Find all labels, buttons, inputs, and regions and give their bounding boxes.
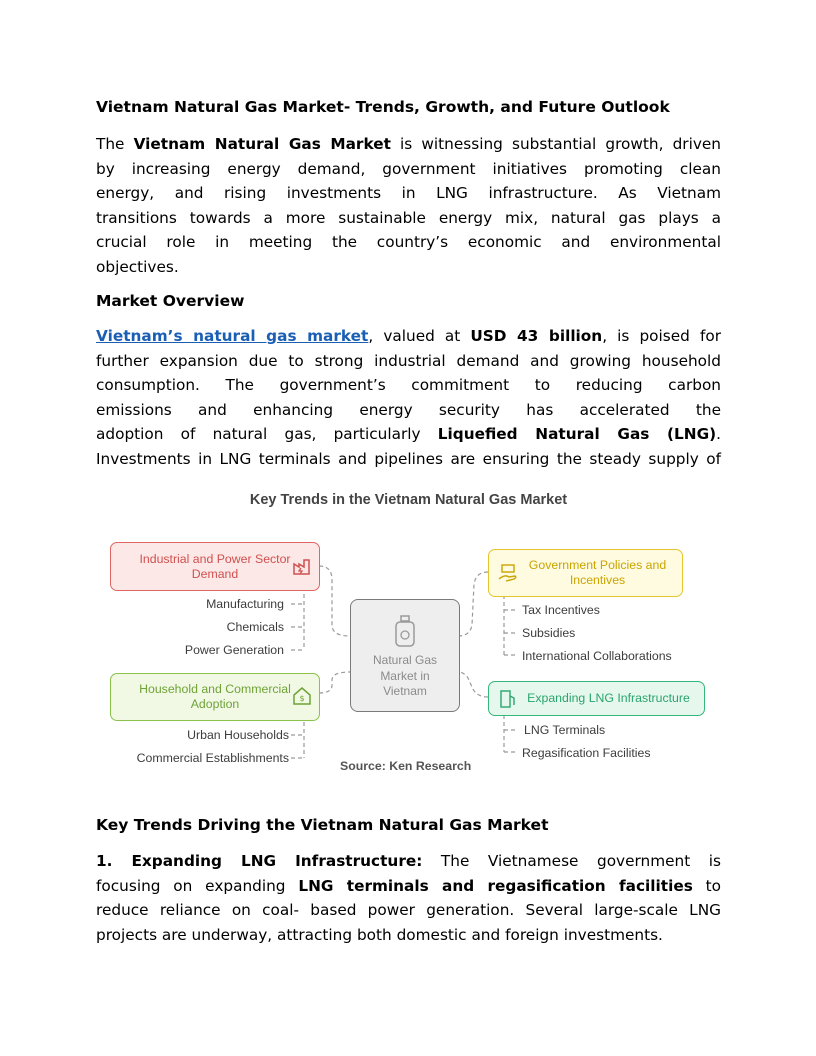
document-title: Vietnam Natural Gas Market- Trends, Growth, and Future Outlook bbox=[96, 98, 670, 116]
leaf-urban-households: Urban Households bbox=[187, 728, 289, 742]
figure-source: Source: Ken Research bbox=[340, 759, 472, 773]
home-money-icon bbox=[291, 685, 313, 707]
center-label: Natural Gas Market in Vietnam bbox=[372, 653, 438, 698]
svg-text:$: $ bbox=[299, 694, 305, 703]
leaf-power-generation: Power Generation bbox=[184, 643, 284, 657]
household-adoption-box: Household and Commercial Adoption $ bbox=[110, 673, 320, 721]
fuel-pump-icon bbox=[498, 688, 518, 710]
industrial-demand-box: Industrial and Power Sector Demand bbox=[110, 542, 320, 591]
key-trends-heading: Key Trends Driving the Vietnam Natural Gas Market bbox=[96, 816, 549, 834]
trend-1-paragraph: 1. Expanding LNG Infrastructure: The Vietnamese government is focusing on expanding LNG terminals and regasification facilities to reduce reliance on coal- based power generation. Several large-scale LNG projects are underway, attracting both domestic and foreign investments. bbox=[96, 852, 722, 944]
gas-cylinder-icon bbox=[392, 614, 418, 648]
factory-icon bbox=[291, 555, 313, 577]
leaf-commercial-establishments: Commercial Establishments bbox=[136, 751, 289, 765]
leaf-international-collaborations: International Collaborations bbox=[522, 649, 672, 663]
leaf-lng-terminals: LNG Terminals bbox=[524, 723, 606, 737]
leaf-subsidies: Subsidies bbox=[522, 626, 576, 640]
leaf-tax-incentives: Tax Incentives bbox=[522, 603, 600, 617]
market-overview-paragraph: Vietnam’s natural gas market, valued at USD 43 billion, is poised for further expansion due to strong industrial demand and growing household consumption. The government’s commitment to reducing carbon emissions and enhancing energy security has accelerated the adoption of natural gas, particularly Liquefied Natural Gas (LNG). Investments in LNG terminals and pipelines are ensuring the steady supply of bbox=[96, 327, 721, 468]
trends-diagram bbox=[96, 480, 721, 785]
market-overview-heading: Market Overview bbox=[96, 292, 245, 310]
leaf-regasification-facilities: Regasification Facilities bbox=[522, 746, 651, 760]
market-link[interactable]: Vietnam’s natural gas market bbox=[96, 327, 369, 345]
diagram-title: Key Trends in the Vietnam Natural Gas Market bbox=[249, 492, 568, 508]
center-node bbox=[350, 599, 460, 712]
hand-money-icon bbox=[497, 562, 519, 584]
intro-paragraph: The Vietnam Natural Gas Market is witnessing substantial growth, driven by increasing energy demand, government initiatives promoting clean energy, and rising investments in LNG infrastructure. As Vietnam transitions towards a more sustainable energy mix, natural gas plays a crucial role in meeting the country’s economic and environmental objectives. bbox=[96, 135, 721, 276]
leaf-chemicals: Chemicals bbox=[226, 620, 284, 634]
government-policies-box: Government Policies and Incentives bbox=[488, 549, 683, 597]
lng-infrastructure-box: Expanding LNG Infrastructure bbox=[488, 681, 705, 716]
leaf-manufacturing: Manufacturing bbox=[206, 597, 284, 611]
